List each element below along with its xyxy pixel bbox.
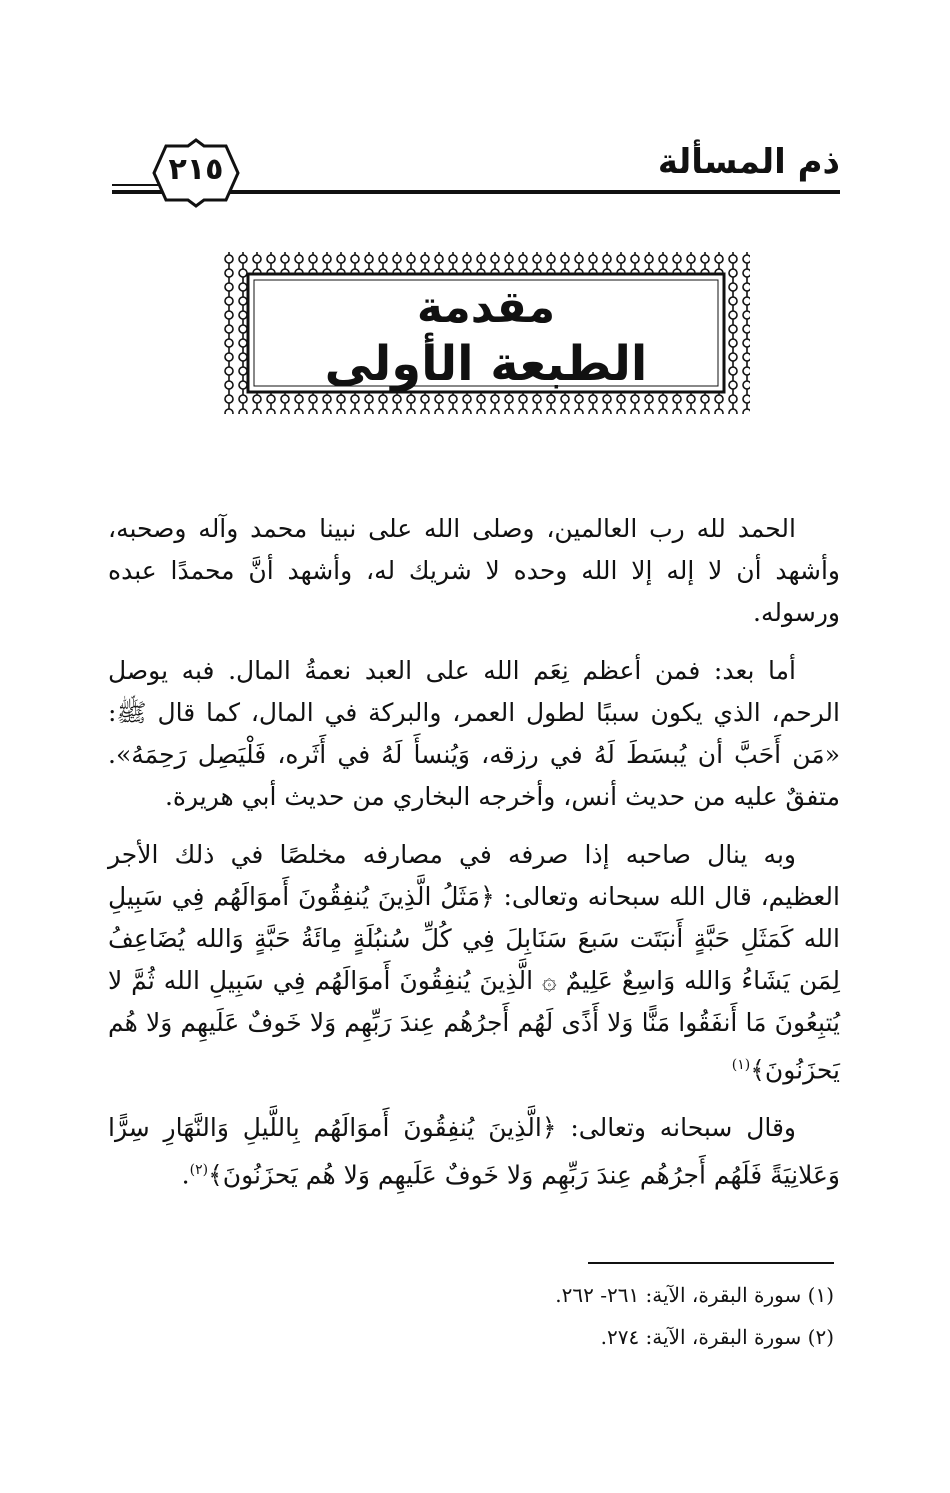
main-text	[108, 508, 840, 1213]
footnote-marker: (٢)	[189, 1162, 209, 1179]
running-header	[112, 138, 840, 210]
paragraph	[108, 508, 840, 634]
footnote: (٢) سورة البقرة، الآية: ٢٧٤.	[600, 1325, 834, 1349]
paragraph-text: وبه ينال صاحبه إذا صرفه في مصارفه مخلصًا في ذلك الأجر العظيم، قال الله سبحانه وتعالى: ﴿مَثَلُ الَّذِينَ يُنفِقُونَ أَموَالَهُم فِي سَبِيلِ الله كَمَثَلِ حَبَّةٍ أَنبَتَت سَبعَ سَنَابِلَ فِي كُلِّ سُنبُلَةٍ مِائَةُ حَبَّةٍ وَالله يُضَاعِفُ لِمَن يَشَاءُ وَالله وَاسِعٌ عَلِيمٌ ۞ الَّذِينَ يُنفِقُونَ أَموَالَهُم فِي سَبِيلِ الله ثُمَّ لا يُتبِعُونَ مَا أَنفَقُوا مَنًّا وَلا أَذًى لَهُم أَجرُهُم عِندَ رَبِّهِم وَلا خَوفٌ عَلَيهِم وَلا هُم يَحزَنُونَ﴾	[108, 840, 840, 1085]
chapter-title-line2: الطبعة الأولى	[324, 336, 648, 392]
page-number: ٢١٥	[168, 152, 224, 187]
paragraph-text: أما بعد: فمن أعظم نِعَم الله على العبد نعمةُ المال. فبه يوصل الرحم، الذي يكون سببًا لطول العمر، والبركة في المال، كما قال ﷺ: «مَن أَحَبَّ أن يُبسَطَ لَهُ في رزقه، وَيُنسأَ لَهُ في أَثَره، فَلْيَصِل رَحِمَهُ». متفقٌ عليه من حديث أنس، وأخرجه البخاري من حديث أبي هريرة.	[108, 656, 840, 811]
footnotes	[380, 1274, 834, 1358]
running-title: ذم المسألة	[657, 142, 840, 182]
chapter-title-line1: مقدمة	[416, 282, 556, 333]
footnote-marker: (١)	[731, 1057, 751, 1073]
footnote-separator	[588, 1262, 834, 1264]
page-number-badge	[148, 138, 244, 208]
chapter-title-frame	[222, 252, 750, 414]
paragraph: وقال سبحانه وتعالى: ﴿الَّذِينَ يُنفِقُونَ أَموَالَهُم بِاللَّيلِ وَالنَّهَارِ سِرًّا وَعَلانِيَةً فَلَهُم أَجرُهُم عِندَ رَبِّهِم وَلا خَوفٌ عَلَيهِم وَلا هُم يَحزَنُونَ﴾$^{(٢)}$.	[108, 1113, 840, 1190]
footnote: (١) سورة البقرة، الآية: ٢٦١- ٢٦٢.	[555, 1283, 834, 1307]
paragraph-text: الحمد لله رب العالمين، وصلى الله على نبينا محمد وآله وصحبه، وأشهد أن لا إله إلا الله وحده لا شريك له، وأشهد أنَّ محمدًا عبده ورسوله.	[108, 514, 840, 627]
paragraph-text: وقال سبحانه وتعالى: ﴿الَّذِينَ يُنفِقُونَ أَموَالَهُم بِاللَّيلِ وَالنَّهَارِ سِرًّا وَعَلانِيَةً فَلَهُم أَجرُهُم عِندَ رَبِّهِم وَلا خَوفٌ عَلَيهِم وَلا هُم يَحزَنُونَ﴾	[108, 1113, 840, 1190]
paragraph	[108, 650, 840, 818]
paragraph	[108, 834, 840, 1091]
